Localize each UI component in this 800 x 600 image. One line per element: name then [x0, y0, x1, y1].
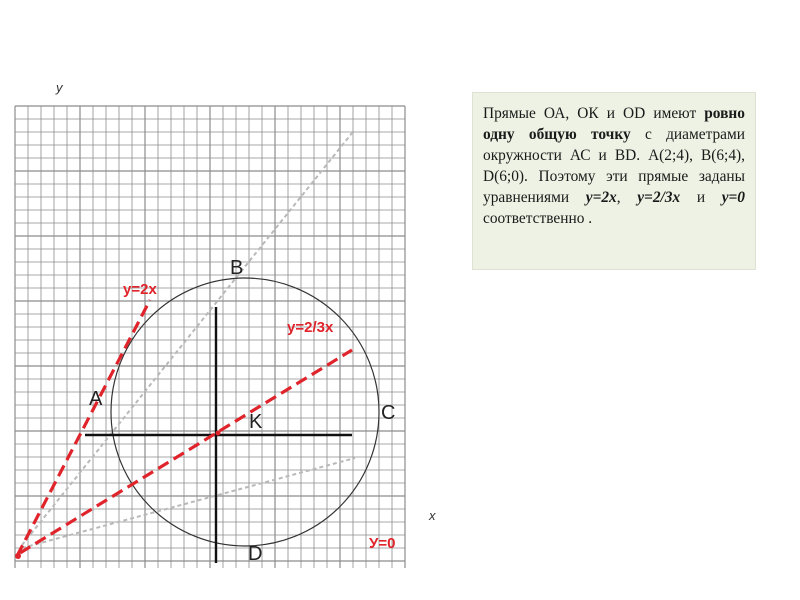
- y-axis-label: y: [56, 80, 63, 95]
- note-sep-2: и: [680, 189, 722, 206]
- note-eq-1: y=2x: [585, 189, 617, 206]
- note-text-3: соответственно .: [483, 210, 593, 227]
- x-axis-label: x: [429, 508, 436, 523]
- note-text-1: Прямые ОА, ОК и OD имеют: [483, 105, 705, 122]
- note-text-bold: ровно одну общую точку: [483, 105, 745, 143]
- point-c-label: C: [381, 402, 396, 424]
- explanation-note: [472, 92, 756, 270]
- line-y23x-label: y=2/3x: [287, 319, 334, 336]
- point-a-label: A: [89, 388, 103, 410]
- line-y2x-label: y=2x: [123, 281, 157, 298]
- note-text-2: с диаметрами окружности АС и BD. А(2;4), В(6;4), D(6;0). Поэтому эти прямые заданы уравнениями: [483, 126, 745, 206]
- point-d-label: D: [248, 543, 263, 565]
- point-k-mark: [216, 431, 221, 436]
- circle: [111, 278, 379, 546]
- note-eq-3: y=0: [721, 189, 745, 206]
- note-sep-1: ,: [616, 189, 638, 206]
- origin-mark: [15, 553, 21, 559]
- line-y-equals-2x: [17, 300, 150, 556]
- point-k-label: K: [249, 411, 263, 433]
- line-y0-label: У=0: [369, 535, 396, 552]
- faint-dashed-line-lower: [22, 458, 355, 548]
- point-b-label: B: [230, 257, 244, 279]
- note-eq-2: y=2/3x: [637, 189, 681, 206]
